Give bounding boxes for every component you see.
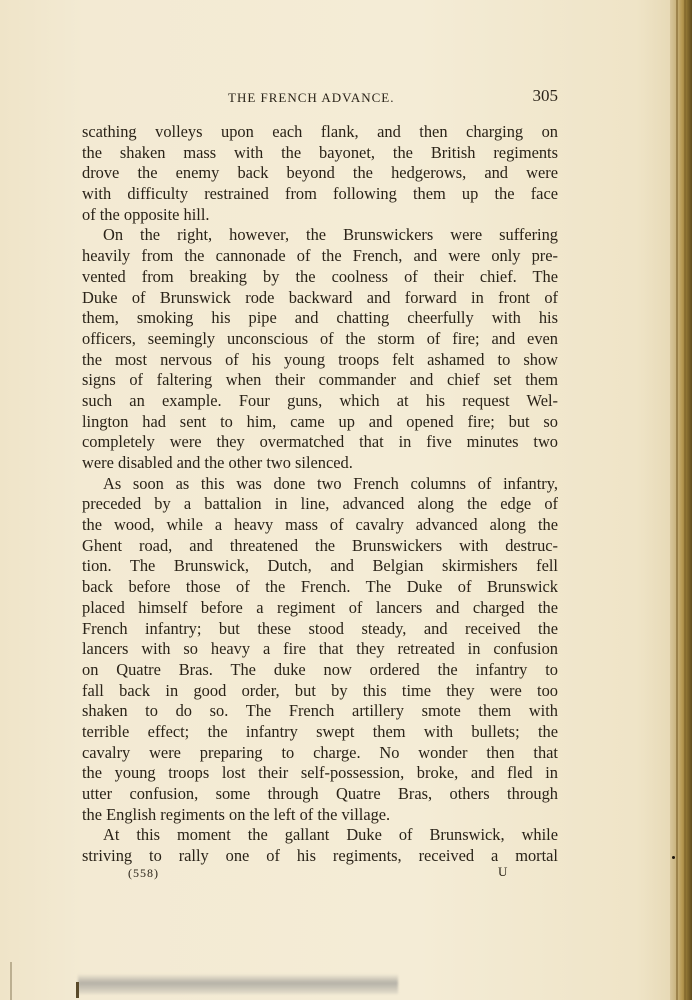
running-title: THE FRENCH ADVANCE. bbox=[228, 90, 395, 105]
text-line: vented from breaking by the coolness of their chief. The bbox=[82, 266, 558, 286]
scan-smudge bbox=[78, 974, 398, 994]
text-line: On the right, however, the Brunswickers were suffering bbox=[103, 225, 558, 245]
page-edge bbox=[670, 0, 692, 1000]
text-line: officers, seemingly unconscious of the storm of fire; and even bbox=[82, 328, 558, 348]
text-line: the shaken mass with the bayonet, the British regiments bbox=[82, 142, 558, 162]
text-line: scathing volleys upon each flank, and then charging on bbox=[82, 122, 558, 141]
text-line: preceded by a battalion in line, advanced along the edge of bbox=[82, 494, 558, 514]
text-line: them, smoking his pipe and chatting cheerfully with his bbox=[82, 308, 558, 328]
text-line: back before those of the French. The Duke of Brunswick bbox=[82, 577, 558, 597]
text-line: At this moment the gallant Duke of Brunswick, while bbox=[103, 825, 558, 845]
text-line: on Quatre Bras. The duke now ordered the infantry to bbox=[82, 659, 558, 679]
printer-signature: (558) bbox=[128, 866, 159, 880]
text-line: such an example. Four guns, which at his request Wel- bbox=[82, 390, 558, 410]
text-line: drove the enemy back beyond the hedgerows, and were bbox=[82, 163, 558, 183]
text-line: placed himself before a regiment of lancers and charged the bbox=[82, 597, 558, 617]
gathering-mark: U bbox=[498, 864, 508, 879]
text-line: with difficulty restrained from following them up the face bbox=[82, 184, 558, 204]
text-line: tion. The Brunswick, Dutch, and Belgian skirmishers fell bbox=[82, 556, 558, 576]
text-line: signs of faltering when their commander and chief set them bbox=[82, 370, 558, 390]
text-line: heavily from the cannonade of the French, and were only pre- bbox=[82, 246, 558, 266]
page-edge-line bbox=[684, 0, 686, 1000]
text-line: were disabled and the other two silenced. bbox=[82, 453, 353, 472]
text-line: As soon as this was done two French columns of infantry, bbox=[103, 473, 558, 493]
body-text bbox=[82, 122, 558, 867]
text-line: fall back in good order, but by this time they were too bbox=[82, 680, 558, 700]
text-line: striving to rally one of his regiments, received a mortal bbox=[82, 846, 558, 866]
text-line: of the opposite hill. bbox=[82, 204, 210, 224]
text-line: terrible effect; the infantry swept them with bullets; the bbox=[82, 721, 558, 741]
text-line: the wood, while a heavy mass of cavalry advanced along the bbox=[82, 515, 558, 535]
page-footer bbox=[82, 866, 558, 884]
page-number: 305 bbox=[532, 86, 558, 105]
text-line: the English regiments on the left of the village. bbox=[82, 804, 391, 824]
text-line: French infantry; but these stood steady, and received the bbox=[82, 618, 558, 638]
text-line: Ghent road, and threatened the Brunswickers with destruc- bbox=[82, 535, 558, 555]
text-line: the most nervous of his young troops felt ashamed to show bbox=[82, 349, 558, 369]
ink-dot bbox=[672, 856, 675, 859]
text-line: utter confusion, some through Quatre Bras, others through bbox=[82, 784, 558, 803]
text-line: the young troops lost their self-possession, broke, and fled in bbox=[82, 763, 558, 783]
text-line: lington had sent to him, came up and opened fire; but so bbox=[82, 411, 558, 431]
page-header bbox=[82, 88, 558, 110]
page-edge-line bbox=[676, 0, 678, 1000]
text-line: completely were they overmatched that in five minutes two bbox=[82, 432, 558, 452]
text-line: lancers with so heavy a fire that they retreated in confusion bbox=[82, 639, 558, 659]
text-line: cavalry were preparing to charge. No wonder then that bbox=[82, 742, 558, 762]
text-line: Duke of Brunswick rode backward and forward in front of bbox=[82, 287, 558, 307]
scan-artifact bbox=[76, 982, 79, 998]
scan-artifact bbox=[10, 962, 12, 1000]
text-line: shaken to do so. The French artillery smote them with bbox=[82, 701, 558, 721]
